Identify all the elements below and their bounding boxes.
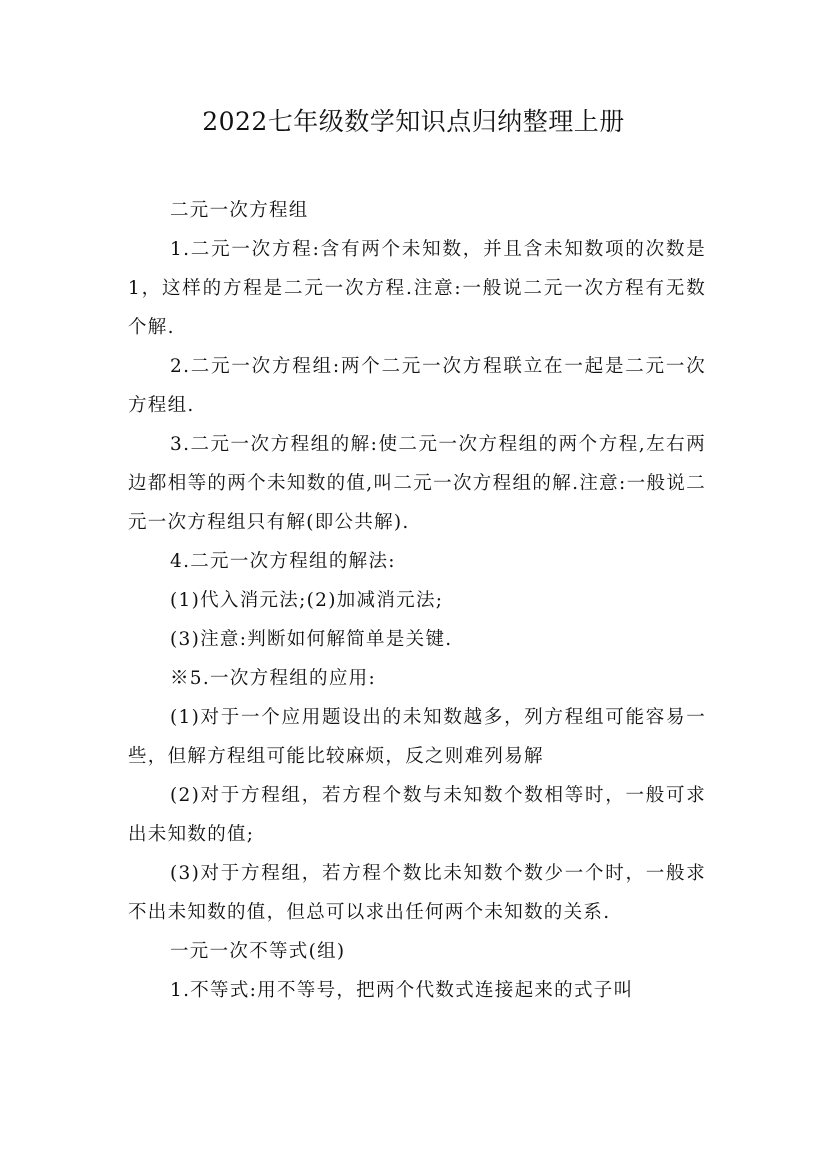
section-heading-inequalities: 一元一次不等式(组) [170,941,346,962]
section-heading-linear-equations: 二元一次方程组 [170,200,309,221]
document-body [128,191,706,1010]
paragraph-system-solution: 3.二元一次方程组的解:使二元一次方程组的两个方程,左右两边都相等的两个未知数的值,叫二元一次方程组的解.注意:一般说二元一次方程组只有解(即公共解). [128,434,706,533]
paragraph-applications: ※5.一次方程组的应用: [170,668,376,689]
document-title: 2022七年级数学知识点归纳整理上册 [202,107,625,136]
paragraph-inequality-definition: 1.不等式:用不等号，把两个代数式连接起来的式子叫 [170,980,634,1001]
paragraph-definition-equation: 1.二元一次方程:含有两个未知数，并且含未知数项的次数是1，这样的方程是二元一次方程.注意:一般说二元一次方程有无数个解. [128,239,706,338]
paragraph-solution-methods: 4.二元一次方程组的解法: [170,551,396,572]
paragraph-application-3: (3)对于方程组，若方程个数比未知数个数少一个时，一般求不出未知数的值，但总可以求出任何两个未知数的关系. [128,863,706,923]
paragraph-definition-system: 2.二元一次方程组:两个二元一次方程联立在一起是二元一次方程组. [128,356,706,416]
paragraph-methods-list: (1)代入消元法;(2)加减消元法; [170,590,444,611]
paragraph-application-2: (2)对于方程组，若方程个数与未知数个数相等时，一般可求出未知数的值; [128,785,706,845]
paragraph-methods-note: (3)注意:判断如何解简单是关键. [170,629,453,650]
paragraph-application-1: (1)对于一个应用题设出的未知数越多，列方程组可能容易一些，但解方程组可能比较麻烦，反之则难列易解 [128,707,706,767]
